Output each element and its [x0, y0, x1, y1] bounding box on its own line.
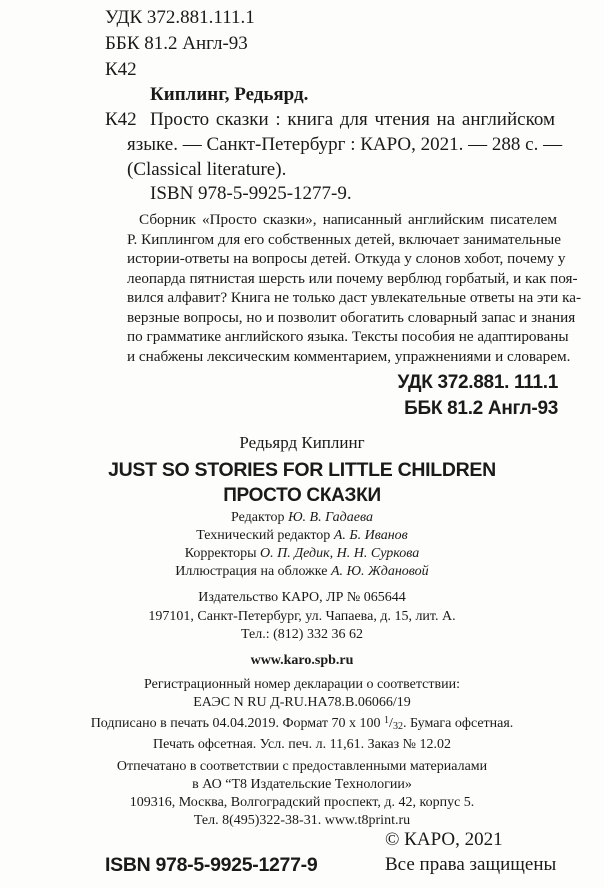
printed-line-4: Тел. 8(495)322-38-31. www.t8print.ru [193, 813, 411, 828]
credit-tech-editor: Технический редактор А. Б. Иванов [196, 528, 408, 543]
title-ru: ПРОСТО СКАЗКИ [223, 485, 381, 506]
copyright: © КАРО, 2021 [385, 829, 503, 850]
abstract-line: верзные вопросы, но и позволит обогатить словарный запас и знания [127, 308, 576, 326]
reg-line-1: Регистрационный номер декларации о соответствии: [144, 677, 460, 692]
bib-isbn: ISBN 978-5-9925-1277-9. [150, 183, 352, 204]
printed-line-3: 109316, Москва, Волгоградский проспект, д. 42, корпус 5. [129, 795, 475, 810]
credit-cover: Иллюстрация на обложке А. Ю. Ждановой [175, 564, 429, 579]
bib-code: К42 [105, 109, 137, 130]
reg-line-2: ЕАЭС N RU Д-RU.HA78.B.06066/19 [193, 695, 411, 710]
udk-code: УДК 372.881.111.1 [105, 7, 255, 28]
signed-line: Подписано в печать 04.04.2019. Формат 70 x 100 $^1$/32. Бумага офсетная. [90, 715, 514, 732]
website: www.karo.spb.ru [250, 653, 354, 668]
printed-line-1: Отпечатано в соответствии с предоставленными материалами [116, 759, 488, 774]
abstract-line: Сборник «Просто сказки», написанный английским писателем [139, 211, 557, 228]
publisher: Издательство КАРО, ЛР № 065644 [198, 590, 406, 605]
imprint-author [0, 432, 604, 454]
abstract-line: истории-ответы на вопросы детей. Откуда у слонов хобот, почему у [127, 250, 566, 267]
print-line: Печать офсетная. Усл. печ. л. 11,61. Заказ № 12.02 [152, 737, 452, 752]
publisher-address: 197101, Санкт-Петербург, ул. Чапаева, д. 15, лит. А. [148, 609, 456, 624]
abstract-line: Р. Киплингом для его собственных детей, включает занимательные [127, 230, 561, 248]
title-en: JUST SO STORIES FOR LITTLE CHILDREN [108, 459, 496, 481]
abstract-line: вился алфавит? Книга не только даст увлекательные ответы на эти ка- [127, 289, 582, 306]
bbk-code: ББК 81.2 Англ-93 [105, 33, 248, 54]
bib-line-2: языке. — Санкт-Петербург : КАРО, 2021. — 288 с. — [127, 134, 563, 155]
bib-line-3: (Classical literature). [127, 159, 287, 180]
title-ru-block [0, 484, 604, 508]
publisher-phone: Тел.: (812) 332 36 62 [241, 627, 363, 642]
abstract [127, 210, 582, 366]
bbk-code-bold: ББК 81.2 Англ-93 [404, 398, 558, 419]
title-en-block [0, 458, 604, 482]
printed-line-2: в АО “Т8 Издательские Технологии» [192, 777, 412, 792]
udk-code-bold: УДК 372.881. 111.1 [397, 372, 558, 393]
footer-isbn: ISBN 978-5-9925-1277-9 [105, 854, 318, 876]
bib-line-1: Просто сказки : книга для чтения на английском [150, 109, 555, 130]
print-details [0, 676, 604, 830]
publisher-block [0, 589, 604, 644]
imprint-author-name: Редьярд Киплинг [239, 433, 365, 452]
abstract-line: леопарда пятнистая шерсть или почему верблюд горбатый, и как поя- [127, 269, 578, 287]
credit-correctors: Корректоры О. П. Дедик, Н. Н. Суркова [184, 546, 420, 561]
author-mark: К42 [105, 59, 137, 80]
credits [0, 509, 604, 581]
bib-author: Киплинг, Редьярд. [150, 84, 309, 105]
rights-reserved: Все права защищены [385, 854, 557, 875]
website-block [0, 652, 604, 670]
credit-editor: Редактор Ю. В. Гадаева [231, 510, 373, 525]
abstract-line: и снабжены лексическим комментарием, упражнениями и словарем. [127, 347, 571, 365]
abstract-line: по грамматике английского языка. Тексты пособия не адаптированы [127, 328, 569, 345]
